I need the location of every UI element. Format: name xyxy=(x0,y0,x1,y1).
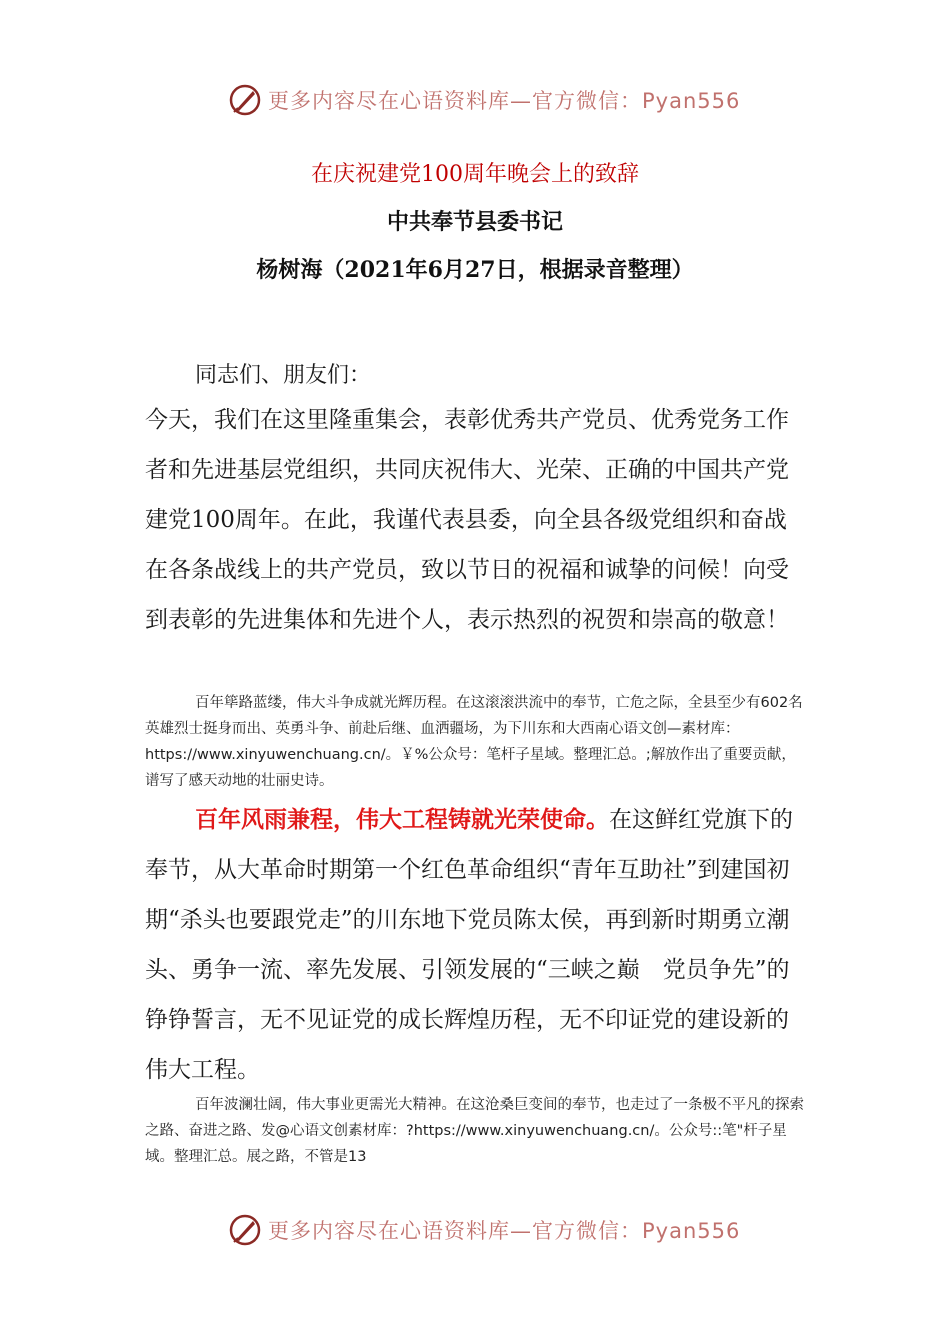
watermark-text: 更多内容尽在心语资料库—官方微信：Pyan556 xyxy=(268,89,741,113)
salutation: 同志们、朋友们： xyxy=(195,363,372,388)
speaker-name-date: 杨树海（2021年6月27日，根据录音整理） xyxy=(256,257,694,283)
inserted-note-2: 百年波澜壮阔，伟大事业更需光大精神。在这沧桑巨变间的奉节，也走过了一条极不平凡的探索之路、奋进之路、发@心语文创素材库：?https://www.xinyuwenchuang.cn/。公众号::笔"杆子星域。整理汇总。展之路，不管是13 xyxy=(145,1097,804,1165)
document-title: 在庆祝建党100周年晚会上的致辞 xyxy=(311,162,639,187)
watermark-banner-bottom xyxy=(228,1210,748,1250)
quill-pen-icon xyxy=(228,83,262,117)
watermark-banner-top xyxy=(228,80,748,120)
paragraph-2-text: 在这鲜红党旗下的奉节，从大革命时期第一个红色革命组织“青年互助社”到建国初期“杀头也要跟党走”的川东地下党员陈太侯，再到新时期勇立潮头、勇争一流、率先发展、引领发展的“三峡之巅 党员争先”的铮铮誓言，无不见证党的成长辉煌历程，无不印证党的建设新的伟大工程。 xyxy=(145,807,793,1083)
quill-pen-icon xyxy=(228,1213,262,1247)
watermark-text: 更多内容尽在心语资料库—官方微信：Pyan556 xyxy=(268,1219,741,1243)
body-paragraph-1: 今天，我们在这里隆重集会，表彰优秀共产党员、优秀党务工作者和先进基层党组织，共同庆祝伟大、光荣、正确的中国共产党建党100周年。在此，我谨代表县委，向全县各级党组织和奋战在各条战线上的共产党员，致以节日的祝福和诚挚的问候！向受到表彰的先进集体和先进个人，表示热烈的祝贺和崇高的敬意！ xyxy=(145,407,789,633)
body-paragraph-2 xyxy=(145,795,805,1095)
speaker-organization: 中共奉节县委书记 xyxy=(386,209,563,235)
inserted-note-1: 百年筚路蓝缕，伟大斗争成就光辉历程。在这滚滚洪流中的奉节，亡危之际，全县至少有602名英雄烈士挺身而出、英勇斗争、前赴后继、血洒疆场，为下川东和大西南心语文创—素材库：https://www.xinyuwenchuang.cn/。￥%公众号：笔杆子星域。整理汇总。;解放作出了重要贡献，谱写了感天动地的壮丽史诗。 xyxy=(145,695,803,789)
paragraph-2-heading: 百年风雨兼程，伟大工程铸就光荣使命。 xyxy=(195,806,609,833)
